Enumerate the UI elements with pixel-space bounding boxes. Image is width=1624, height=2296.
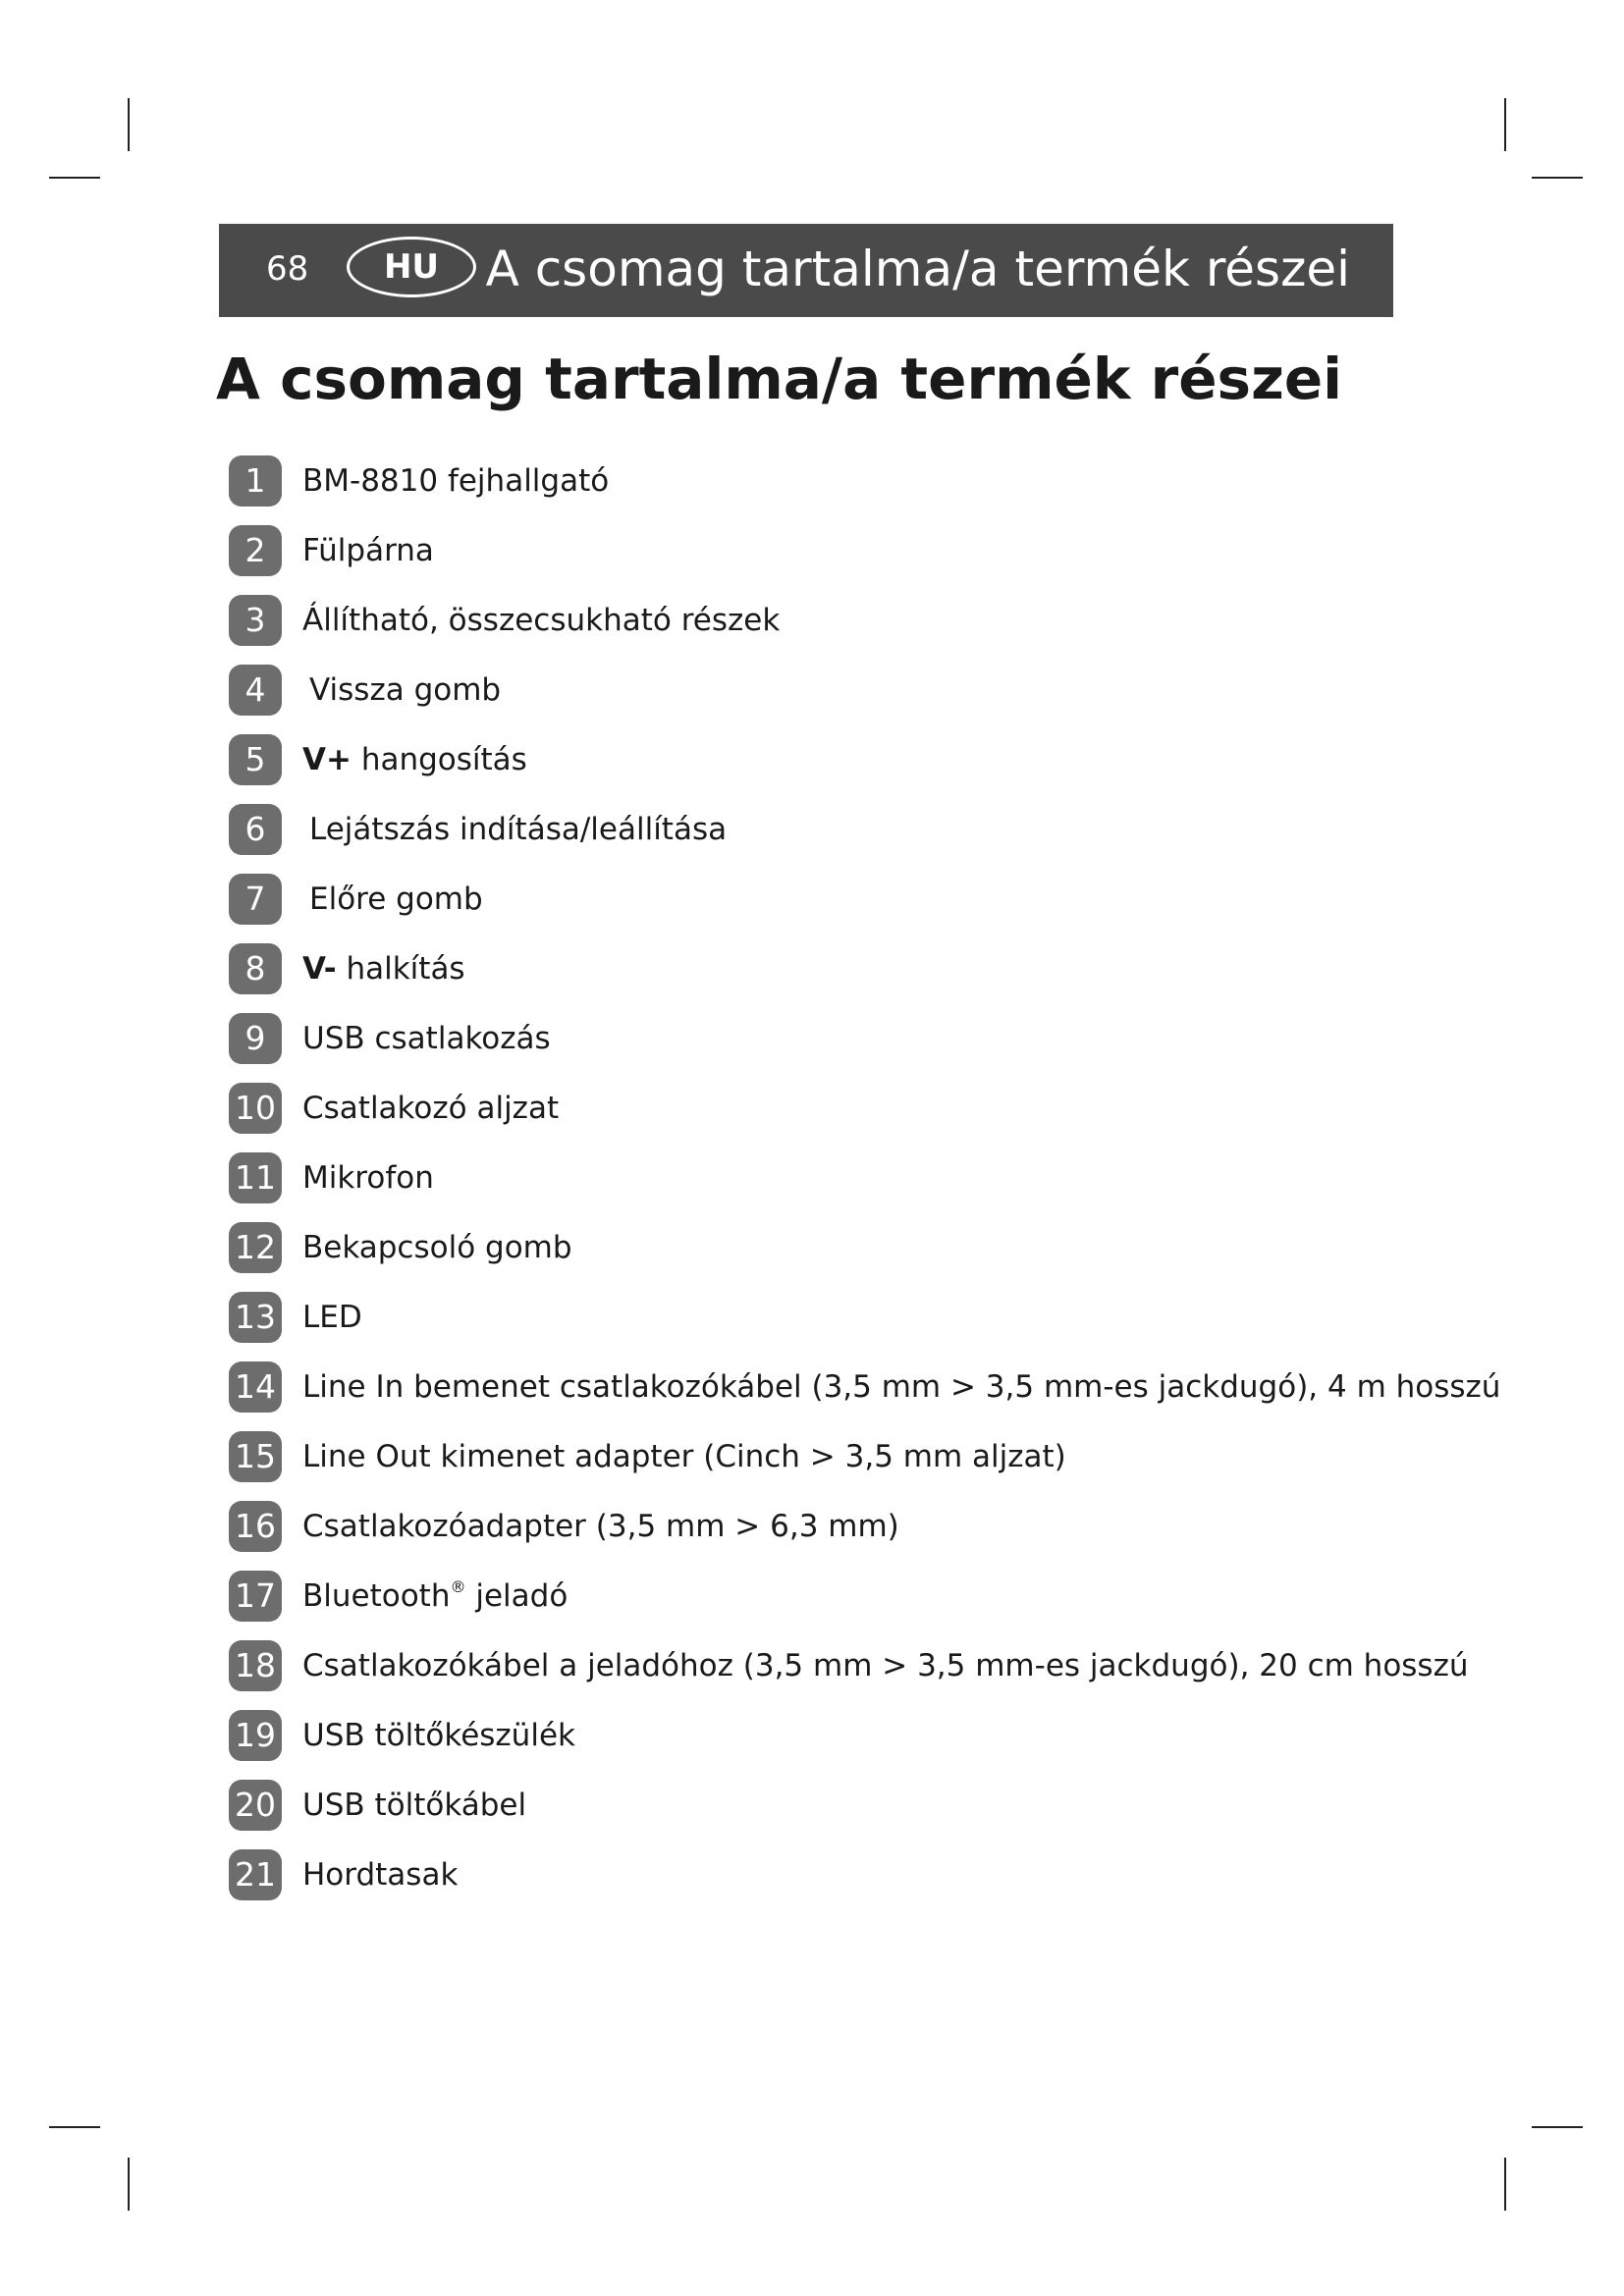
item-number-badge: 4 — [229, 665, 282, 716]
item-label: Állítható, összecsukható részek — [302, 602, 781, 638]
list-item — [229, 934, 1500, 1003]
item-label: Line Out kimenet adapter (Cinch > 3,5 mm aljzat) — [302, 1438, 1066, 1474]
item-number-badge: 13 — [229, 1292, 282, 1343]
item-number-badge: 10 — [229, 1083, 282, 1134]
list-item — [229, 724, 1500, 794]
item-number-badge: 11 — [229, 1152, 282, 1203]
item-number-badge: 15 — [229, 1431, 282, 1482]
crop-mark-top-left-vertical — [128, 98, 130, 151]
item-label-rest: hangosítás — [351, 741, 527, 777]
item-label: Csatlakozókábel a jeladóhoz (3,5 mm > 3,5 mm-es jackdugó), 20 cm hosszú — [302, 1647, 1469, 1683]
list-item — [229, 1212, 1500, 1282]
crop-mark-bottom-left-horizontal — [49, 2126, 100, 2128]
page-title: A csomag tartalma/a termék részei — [216, 346, 1343, 412]
list-item — [229, 655, 1500, 724]
item-label: Előre gomb — [309, 881, 483, 917]
item-number-badge: 18 — [229, 1640, 282, 1691]
list-item — [229, 1700, 1500, 1770]
item-number-badge: 6 — [229, 804, 282, 855]
item-label: USB töltőkészülék — [302, 1717, 575, 1753]
list-item — [229, 1003, 1500, 1073]
page-number: 68 — [266, 249, 309, 289]
crop-mark-bottom-left-vertical — [128, 2158, 130, 2211]
crop-mark-bottom-right-horizontal — [1532, 2126, 1583, 2128]
item-label: Lejátszás indítása/leállítása — [309, 811, 728, 847]
list-item — [229, 1352, 1500, 1421]
item-number-badge: 21 — [229, 1849, 282, 1900]
item-number-badge: 17 — [229, 1571, 282, 1622]
list-item — [229, 864, 1500, 934]
list-item — [229, 1630, 1500, 1700]
item-label: Mikrofon — [302, 1159, 434, 1196]
item-number-badge: 7 — [229, 874, 282, 925]
list-item — [229, 1770, 1500, 1840]
item-label-rest: jeladó — [465, 1577, 568, 1614]
item-number-badge: 1 — [229, 455, 282, 507]
item-number-badge: 9 — [229, 1013, 282, 1064]
list-item — [229, 794, 1500, 864]
parts-list — [229, 446, 1500, 1909]
item-number-badge: 16 — [229, 1501, 282, 1552]
item-number-badge: 14 — [229, 1362, 282, 1413]
item-label: Vissza gomb — [309, 671, 502, 708]
item-label: Fülpárna — [302, 532, 434, 568]
registered-mark: ® — [450, 1576, 466, 1596]
header-bar — [219, 224, 1393, 317]
item-number-badge: 20 — [229, 1780, 282, 1831]
item-label-bold: V+ — [302, 741, 352, 777]
item-label: Hordtasak — [302, 1856, 459, 1893]
item-number-badge: 19 — [229, 1710, 282, 1761]
list-item — [229, 1561, 1500, 1630]
item-number-badge: 2 — [229, 525, 282, 576]
item-label — [302, 1576, 568, 1616]
crop-mark-bottom-right-vertical — [1504, 2158, 1506, 2211]
item-label-rest: halkítás — [336, 950, 465, 987]
item-number-badge: 3 — [229, 595, 282, 646]
item-label-brand: Bluetooth — [302, 1577, 451, 1614]
item-number-badge: 12 — [229, 1222, 282, 1273]
item-label — [302, 949, 465, 988]
list-item — [229, 1491, 1500, 1561]
list-item — [229, 1073, 1500, 1143]
crop-mark-top-left-horizontal — [49, 177, 100, 179]
list-item — [229, 585, 1500, 655]
item-label: USB töltőkábel — [302, 1787, 527, 1823]
list-item — [229, 1143, 1500, 1212]
item-label: Bekapcsoló gomb — [302, 1229, 572, 1265]
item-number-badge: 5 — [229, 734, 282, 785]
item-number-badge: 8 — [229, 943, 282, 994]
list-item — [229, 515, 1500, 585]
item-label: Csatlakozóadapter (3,5 mm > 6,3 mm) — [302, 1508, 899, 1544]
crop-mark-top-right-vertical — [1504, 98, 1506, 151]
item-label: Csatlakozó aljzat — [302, 1090, 560, 1126]
header-title: A csomag tartalma/a termék részei — [485, 240, 1350, 297]
language-badge: HU — [347, 237, 476, 297]
list-item — [229, 1840, 1500, 1909]
crop-mark-top-right-horizontal — [1532, 177, 1583, 179]
list-item — [229, 446, 1500, 515]
item-label — [302, 740, 527, 779]
list-item — [229, 1421, 1500, 1491]
item-label-bold: V- — [302, 950, 337, 987]
item-label: USB csatlakozás — [302, 1020, 551, 1056]
item-label: BM-8810 fejhallgató — [302, 462, 610, 499]
item-label: Line In bemenet csatlakozókábel (3,5 mm > 3,5 mm-es jackdugó), 4 m hosszú — [302, 1368, 1501, 1405]
item-label: LED — [302, 1299, 362, 1335]
list-item — [229, 1282, 1500, 1352]
